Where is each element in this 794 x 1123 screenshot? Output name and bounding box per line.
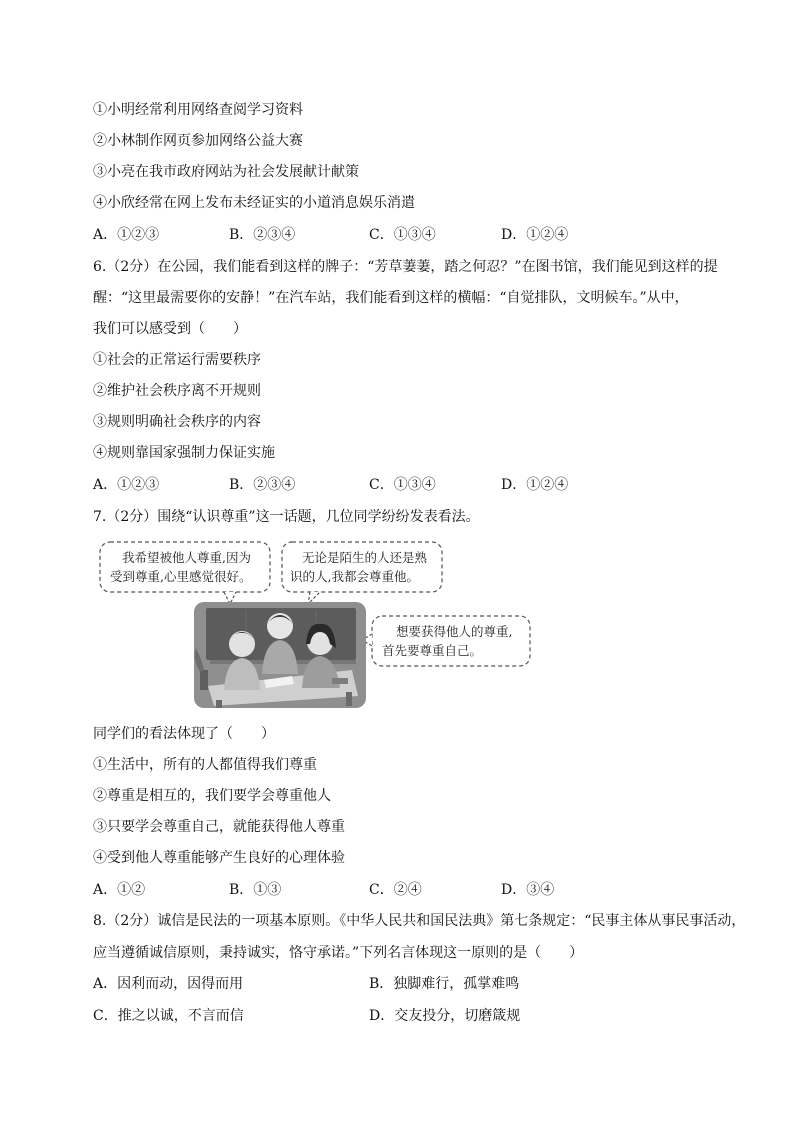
bubble-2-line-2: 识的人,我都会尊重他。 [290, 569, 419, 584]
bubble-3-line-2: 首先要尊重自己。 [382, 643, 483, 658]
q8-stem-line-1: 8.（2分）诚信是民法的一项基本原则。《中华人民共和国民法典》第七条规定：“民事主体从事民事活动， [93, 913, 746, 929]
q6-option-c: C．①③④ [369, 477, 436, 493]
q6-statement-3: ③规则明确社会秩序的内容 [93, 414, 261, 430]
q5-option-a: A．①②③ [93, 227, 160, 243]
q7-option-a: A．①② [93, 882, 146, 898]
q7-option-b: B．①③ [229, 882, 282, 898]
q5-statement-2: ②小林制作网页参加网络公益大赛 [93, 133, 303, 149]
q8-option-c: C．推之以诚，不言而信 [93, 1008, 244, 1024]
q6-option-d: D．①②④ [501, 477, 569, 493]
bubble-2-line-1: 无论是陌生的人还是熟 [302, 550, 428, 565]
q5-option-b: B．②③④ [229, 227, 296, 243]
q6-statement-4: ④规则靠国家强制力保证实施 [93, 445, 275, 461]
q6-option-b: B．②③④ [229, 477, 296, 493]
q5-statement-4: ④小欣经常在网上发布未经证实的小道消息娱乐消遣 [93, 195, 415, 211]
q5-statement-3: ③小亮在我市政府网站为社会发展献计献策 [93, 164, 359, 180]
bubble-3-line-1: 想要获得他人的尊重, [396, 624, 513, 639]
q5-statement-1: ①小明经常利用网络查阅学习资料 [93, 102, 303, 118]
q7-statement-4: ④受到他人尊重能够产生良好的心理体验 [93, 850, 345, 866]
q7-question: 同学们的看法体现了（ ） [93, 726, 275, 742]
q7-stem: 7.（2分）围绕“认识尊重”这一话题，几位同学纷纷发表看法。 [93, 509, 480, 525]
q8-option-a: A．因利而动，因得而用 [93, 976, 244, 992]
q7-statement-3: ③只要学会尊重自己，就能获得他人尊重 [93, 819, 345, 835]
q5-option-c: C．①③④ [369, 227, 436, 243]
q6-stem-line-3: 我们可以感受到（ ） [93, 321, 247, 337]
q6-option-a: A．①②③ [93, 477, 160, 493]
q8-stem-line-2: 应当遵循诚信原则，秉持诚实，恪守承诺。”下列名言体现这一原则的是（ ） [93, 945, 584, 961]
q6-stem-line-2: 醒：“这里最需要你的安静！”在汽车站，我们能看到这样的横幅：“自觉排队，文明候车。”从中， [93, 290, 689, 306]
q7-illustration [96, 540, 536, 710]
q7-option-c: C．②④ [369, 882, 422, 898]
q5-option-d: D．①②④ [501, 227, 569, 243]
q6-stem-line-1: 6.（2分）在公园，我们能看到这样的牌子：“芳草萋萋，踏之何忍？”在图书馆，我们能见到这样的提 [93, 259, 718, 275]
q6-statement-1: ①社会的正常运行需要秩序 [93, 352, 261, 368]
q8-option-d: D．交友投分，切磨箴规 [369, 1008, 521, 1024]
q7-option-d: D．③④ [501, 882, 555, 898]
q7-statement-1: ①生活中，所有的人都值得我们尊重 [93, 757, 317, 773]
bubble-1-line-2: 受到尊重,心里感觉很好。 [110, 569, 252, 584]
q8-option-b: B．独脚难行，孤掌难鸣 [369, 976, 520, 992]
q6-statement-2: ②维护社会秩序离不开规则 [93, 383, 261, 399]
classroom-picture [194, 602, 366, 708]
bubble-1-line-1: 我希望被他人尊重,因为 [122, 550, 251, 565]
q7-statement-2: ②尊重是相互的，我们要学会尊重他人 [93, 788, 331, 804]
